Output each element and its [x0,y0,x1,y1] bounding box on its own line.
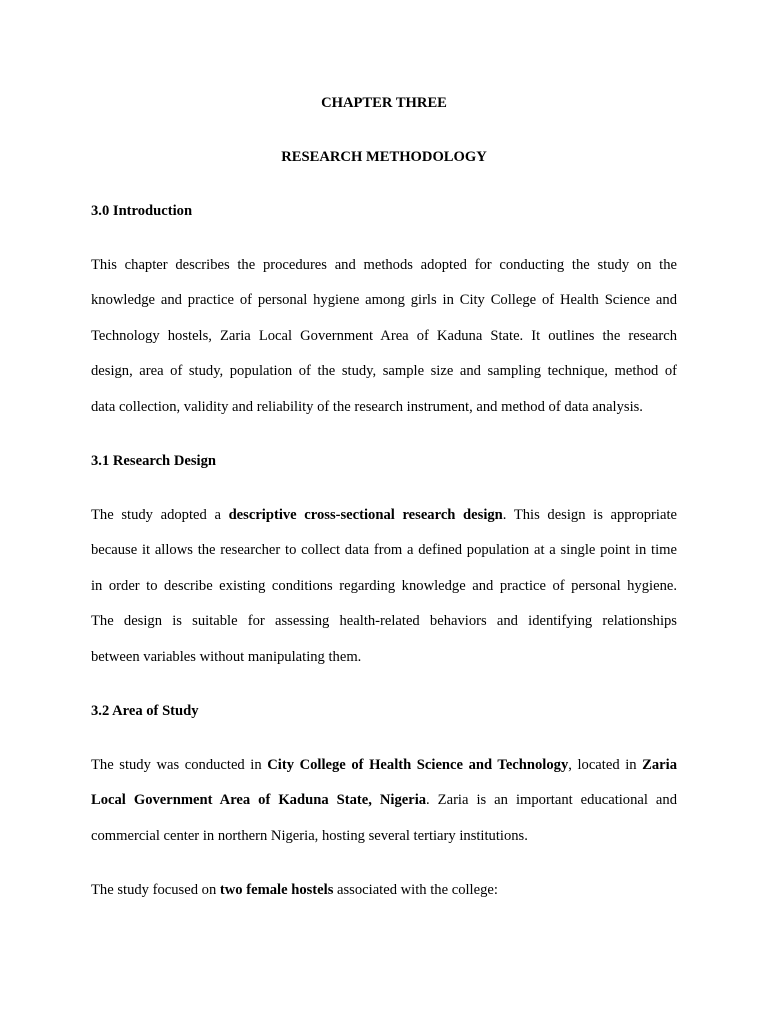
area-line-3: commercial center in northern Nigeria, hosting several tertiary institutions. [91,828,528,844]
area-line-1-mid: , located in [568,757,643,773]
design-line-1-text: The study adopted a [91,507,229,523]
intro-line-5: data collection, validity and reliability of the research instrument, and method of data analysis. [91,399,643,415]
area-para-2-text: The study focused on [91,882,220,898]
design-line-1-tail: . This design is appropriate [502,507,677,523]
design-line-4: The design is suitable for assessing health-related behaviors and identifying relationships [91,613,677,629]
intro-line-4: design, area of study, population of the study, sample size and sampling technique, method of [91,363,677,379]
hostels-emphasis: two female hostels [219,882,334,898]
area-line-2-tail: . Zaria is an important educational and [426,792,677,808]
chapter-subtitle: RESEARCH METHODOLOGY [281,149,487,165]
area-line-1-text: The study was conducted in [91,757,268,773]
intro-line-1: This chapter describes the procedures and methods adopted for conducting the study on the [91,257,677,273]
design-type-emphasis: descriptive cross-sectional research design [228,507,503,523]
section-3-2-heading: 3.2 Area of Study [91,703,199,719]
section-3-0-heading: 3.0 Introduction [91,203,193,219]
design-line-5: between variables without manipulating them. [91,649,362,665]
chapter-title: CHAPTER THREE [321,95,447,111]
area-line-2 [91,790,677,810]
design-line-3: in order to describe existing conditions regarding knowledge and practice of personal hygiene. [91,578,677,594]
college-name-emphasis: City College of Health Science and Technology [267,757,569,773]
design-line-1 [91,505,677,525]
intro-line-2: knowledge and practice of personal hygiene among girls in City College of Health Science and [91,292,677,308]
zaria-emphasis: Zaria [642,757,677,773]
area-para-2-tail: associated with the college: [333,882,498,898]
lga-emphasis: Local Government Area of Kaduna State, Nigeria [91,792,427,808]
area-para-2 [91,880,677,900]
section-3-1-heading: 3.1 Research Design [91,453,216,469]
intro-line-3: Technology hostels, Zaria Local Government Area of Kaduna State. It outlines the research [91,328,677,344]
area-line-1 [91,755,677,775]
design-line-2: because it allows the researcher to collect data from a defined population at a single point in time [91,542,677,558]
